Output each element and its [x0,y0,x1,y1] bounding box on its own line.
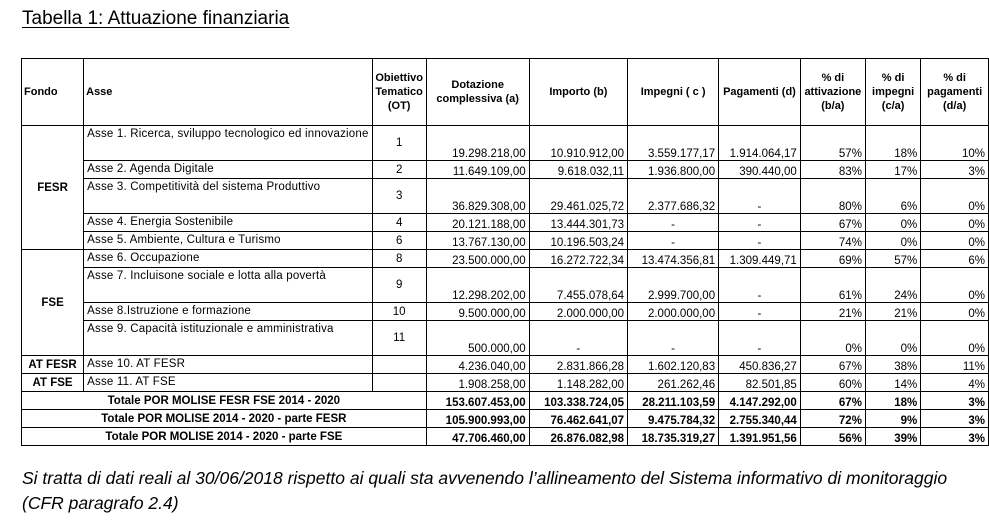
header-pct-impegni: % di impegni (c/a) [865,59,920,126]
header-impegni: Impegni ( c ) [628,59,719,126]
impegni-cell: 2.377.686,32 [628,179,719,214]
ot-cell: 11 [372,321,426,356]
pagamenti-cell: 1.914.064,17 [719,126,801,161]
pct-impegni-cell: 0% [865,214,920,232]
pct-attivazione-cell: 0% [800,321,865,356]
ot-cell: 8 [372,250,426,268]
dotazione-cell: 9.500.000,00 [426,303,529,321]
total-pagamenti: 2.755.340,44 [719,410,801,428]
table-body [22,126,989,446]
importo-cell: 2.831.866,28 [529,356,627,374]
pagamenti-cell: - [719,321,801,356]
total-pct-pagamenti: 3% [921,428,989,446]
dotazione-cell: 12.298.202,00 [426,268,529,303]
total-pagamenti: 4.147.292,00 [719,392,801,410]
fondo-cell: AT FESR [22,356,84,374]
pct-attivazione-cell: 57% [800,126,865,161]
pagamenti-cell: 1.309.449,71 [719,250,801,268]
table-row [22,179,989,214]
importo-cell: 7.455.078,64 [529,268,627,303]
dotazione-cell: 4.236.040,00 [426,356,529,374]
dotazione-cell: 13.767.130,00 [426,232,529,250]
importo-cell: 10.196.503,24 [529,232,627,250]
fondo-cell: FESR [22,126,84,250]
pagamenti-cell: 82.501,85 [719,374,801,392]
ot-cell: 1 [372,126,426,161]
table-row [22,268,989,303]
dotazione-cell: 1.908.258,00 [426,374,529,392]
total-pct-impegni: 9% [865,410,920,428]
asse-cell: Asse 1. Ricerca, sviluppo tecnologico ed innovazione [84,126,372,161]
impegni-cell: 1.602.120,83 [628,356,719,374]
asse-cell: Asse 11. AT FSE [84,374,372,392]
pct-attivazione-cell: 67% [800,356,865,374]
importo-cell: 10.910.912,00 [529,126,627,161]
pct-pagamenti-cell: 0% [921,268,989,303]
pagamenti-cell: - [719,214,801,232]
table-row [22,356,989,374]
table-row [22,374,989,392]
total-row [22,410,989,428]
pct-pagamenti-cell: 4% [921,374,989,392]
asse-cell: Asse 8.Istruzione e formazione [84,303,372,321]
table-row [22,321,989,356]
pct-attivazione-cell: 21% [800,303,865,321]
total-label: Totale POR MOLISE 2014 - 2020 - parte FESR [22,410,427,428]
pagamenti-cell: - [719,179,801,214]
table-row [22,232,989,250]
importo-cell: 29.461.025,72 [529,179,627,214]
total-pct-impegni: 39% [865,428,920,446]
pagamenti-cell: - [719,303,801,321]
ot-cell: 4 [372,214,426,232]
fondo-cell: FSE [22,250,84,356]
pct-pagamenti-cell: 0% [921,232,989,250]
header-obiettivo: Obiettivo Tematico (OT) [372,59,426,126]
pct-impegni-cell: 17% [865,161,920,179]
table-row [22,250,989,268]
total-importo: 26.876.082,98 [529,428,627,446]
total-row [22,428,989,446]
ot-cell: 9 [372,268,426,303]
impegni-cell: 2.000.000,00 [628,303,719,321]
pct-impegni-cell: 6% [865,179,920,214]
impegni-cell: - [628,321,719,356]
impegni-cell: 13.474.356,81 [628,250,719,268]
pct-pagamenti-cell: 0% [921,214,989,232]
ot-cell [372,374,426,392]
ot-cell [372,356,426,374]
table-row [22,303,989,321]
asse-cell: Asse 9. Capacità istituzionale e amministrativa [84,321,372,356]
importo-cell: 13.444.301,73 [529,214,627,232]
asse-cell: Asse 6. Occupazione [84,250,372,268]
total-dotazione: 105.900.993,00 [426,410,529,428]
importo-cell: 1.148.282,00 [529,374,627,392]
pagamenti-cell: - [719,268,801,303]
dotazione-cell: 500.000,00 [426,321,529,356]
total-label: Totale POR MOLISE FESR FSE 2014 - 2020 [22,392,427,410]
total-pct-pagamenti: 3% [921,392,989,410]
financial-table [21,58,989,446]
pct-pagamenti-cell: 11% [921,356,989,374]
dotazione-cell: 11.649.109,00 [426,161,529,179]
pct-impegni-cell: 21% [865,303,920,321]
dotazione-cell: 20.121.188,00 [426,214,529,232]
pct-impegni-cell: 0% [865,321,920,356]
pct-pagamenti-cell: 6% [921,250,989,268]
pct-pagamenti-cell: 0% [921,321,989,356]
header-importo: Importo (b) [529,59,627,126]
header-dotazione: Dotazione complessiva (a) [426,59,529,126]
total-importo: 76.462.641,07 [529,410,627,428]
asse-cell: Asse 4. Energia Sostenibile [84,214,372,232]
total-pct-attivazione: 56% [800,428,865,446]
importo-cell: 2.000.000,00 [529,303,627,321]
impegni-cell: - [628,232,719,250]
asse-cell: Asse 2. Agenda Digitale [84,161,372,179]
pct-attivazione-cell: 60% [800,374,865,392]
pct-impegni-cell: 38% [865,356,920,374]
pct-attivazione-cell: 80% [800,179,865,214]
pct-attivazione-cell: 83% [800,161,865,179]
fondo-cell: AT FSE [22,374,84,392]
pct-impegni-cell: 0% [865,232,920,250]
ot-cell: 2 [372,161,426,179]
dotazione-cell: 19.298.218,00 [426,126,529,161]
total-pct-attivazione: 72% [800,410,865,428]
ot-cell: 6 [372,232,426,250]
asse-cell: Asse 5. Ambiente, Cultura e Turismo [84,232,372,250]
footnote: Si tratta di dati reali al 30/06/2018 rispetto ai quali sta avvenendo l’allineamento del Sistema informativo di monitoraggio (CFR paragrafo 2.4) [22,468,948,513]
total-pct-pagamenti: 3% [921,410,989,428]
impegni-cell: 1.936.800,00 [628,161,719,179]
total-pct-attivazione: 67% [800,392,865,410]
pct-impegni-cell: 57% [865,250,920,268]
table-caption: Tabella 1: Attuazione finanziaria [22,8,290,29]
ot-cell: 3 [372,179,426,214]
total-row [22,392,989,410]
asse-cell: Asse 3. Competitività del sistema Produttivo [84,179,372,214]
asse-cell: Asse 10. AT FESR [84,356,372,374]
dotazione-cell: 23.500.000,00 [426,250,529,268]
pct-pagamenti-cell: 0% [921,303,989,321]
pct-impegni-cell: 24% [865,268,920,303]
pagamenti-cell: - [719,232,801,250]
total-importo: 103.338.724,05 [529,392,627,410]
header-asse: Asse [84,59,372,126]
total-impegni: 18.735.319,27 [628,428,719,446]
table-row [22,214,989,232]
total-impegni: 28.211.103,59 [628,392,719,410]
header-pagamenti: Pagamenti (d) [719,59,801,126]
impegni-cell: - [628,214,719,232]
table-header [22,59,989,126]
importo-cell: 16.272.722,34 [529,250,627,268]
total-dotazione: 47.706.460,00 [426,428,529,446]
header-fondo: Fondo [22,59,84,126]
total-dotazione: 153.607.453,00 [426,392,529,410]
pct-pagamenti-cell: 3% [921,161,989,179]
pct-attivazione-cell: 67% [800,214,865,232]
ot-cell: 10 [372,303,426,321]
table-row [22,161,989,179]
pct-pagamenti-cell: 0% [921,179,989,214]
dotazione-cell: 36.829.308,00 [426,179,529,214]
pct-impegni-cell: 14% [865,374,920,392]
pagamenti-cell: 450.836,27 [719,356,801,374]
impegni-cell: 2.999.700,00 [628,268,719,303]
pct-attivazione-cell: 74% [800,232,865,250]
pagamenti-cell: 390.440,00 [719,161,801,179]
table-row [22,126,989,161]
pct-pagamenti-cell: 10% [921,126,989,161]
pct-impegni-cell: 18% [865,126,920,161]
header-pct-attivazione: % di attivazione (b/a) [800,59,865,126]
header-pct-pagamenti: % di pagamenti (d/a) [921,59,989,126]
importo-cell: 9.618.032,11 [529,161,627,179]
importo-cell: - [529,321,627,356]
total-impegni: 9.475.784,32 [628,410,719,428]
total-pagamenti: 1.391.951,56 [719,428,801,446]
total-label: Totale POR MOLISE 2014 - 2020 - parte FSE [22,428,427,446]
impegni-cell: 261.262,46 [628,374,719,392]
impegni-cell: 3.559.177,17 [628,126,719,161]
pct-attivazione-cell: 69% [800,250,865,268]
asse-cell: Asse 7. Incluisone sociale e lotta alla povertà [84,268,372,303]
pct-attivazione-cell: 61% [800,268,865,303]
total-pct-impegni: 18% [865,392,920,410]
